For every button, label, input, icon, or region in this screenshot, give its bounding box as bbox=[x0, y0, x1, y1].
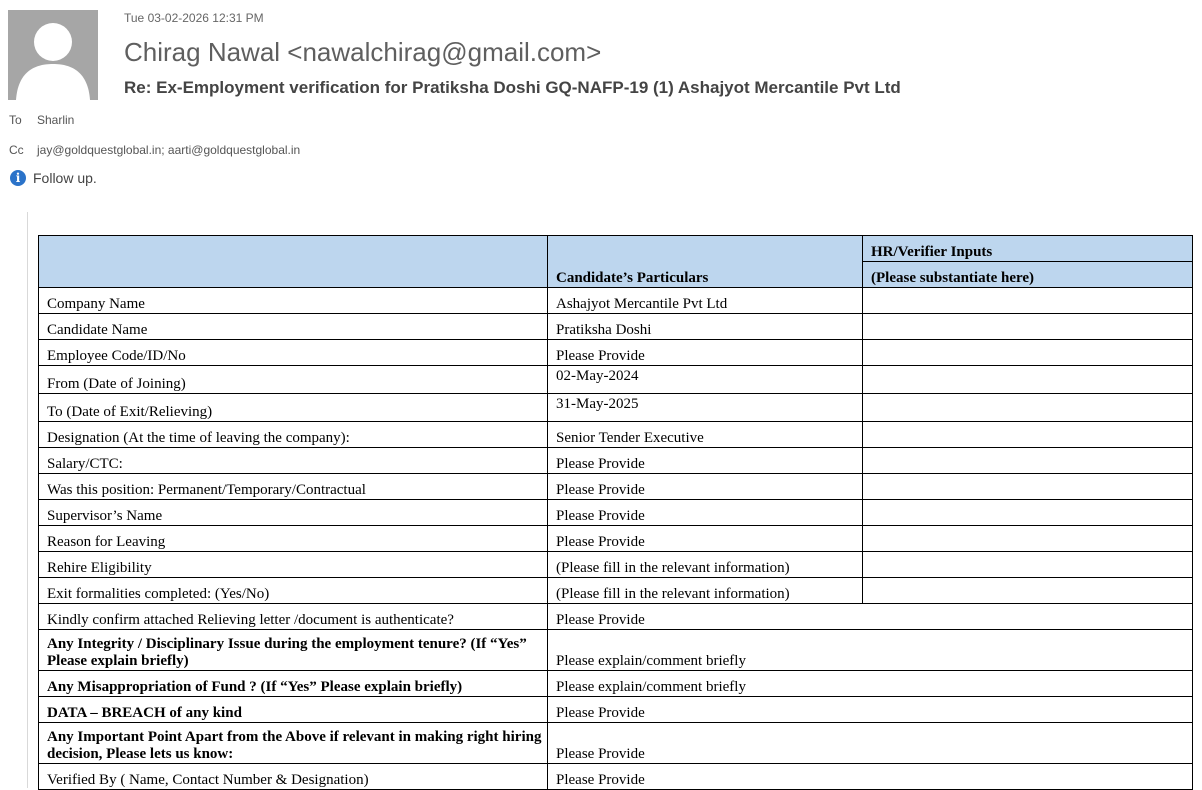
row-value: Please explain/comment briefly bbox=[548, 630, 1193, 671]
row-value: Please Provide bbox=[548, 697, 1193, 723]
row-value: (Please fill in the relevant information) bbox=[548, 578, 863, 604]
sender-avatar bbox=[8, 10, 98, 100]
table-header-row bbox=[39, 236, 1193, 262]
row-label: Company Name bbox=[39, 288, 548, 314]
to-label: To bbox=[9, 113, 22, 127]
cc-label: Cc bbox=[9, 143, 24, 157]
row-input[interactable] bbox=[863, 314, 1193, 340]
table-row bbox=[39, 288, 1193, 314]
header-blank-cell bbox=[39, 236, 548, 288]
row-label: Any Misappropriation of Fund ? (If “Yes” Please explain briefly) bbox=[39, 671, 548, 697]
row-label: Supervisor’s Name bbox=[39, 500, 548, 526]
row-input[interactable] bbox=[863, 288, 1193, 314]
row-input[interactable] bbox=[863, 340, 1193, 366]
row-label: From (Date of Joining) bbox=[39, 366, 548, 394]
row-value: 31-May-2025 bbox=[548, 394, 863, 422]
email-subject: Re: Ex-Employment verification for Pratiksha Doshi GQ-NAFP-19 (1) Ashajyot Mercantile Pvt Ltd bbox=[124, 78, 901, 97]
table-row bbox=[39, 526, 1193, 552]
info-bar[interactable] bbox=[10, 170, 97, 186]
header-candidate-particulars: Candidate’s Particulars bbox=[548, 236, 863, 288]
row-input[interactable] bbox=[863, 578, 1193, 604]
row-label: DATA – BREACH of any kind bbox=[39, 697, 548, 723]
email-timestamp: Tue 03-02-2026 12:31 PM bbox=[124, 11, 264, 25]
row-value: Senior Tender Executive bbox=[548, 422, 863, 448]
person-icon bbox=[8, 10, 98, 100]
row-label: Rehire Eligibility bbox=[39, 552, 548, 578]
row-label: Candidate Name bbox=[39, 314, 548, 340]
row-value: Please Provide bbox=[548, 500, 863, 526]
table-row bbox=[39, 671, 1193, 697]
row-input[interactable] bbox=[863, 448, 1193, 474]
row-value: Please Provide bbox=[548, 604, 1193, 630]
verification-table bbox=[38, 235, 1193, 790]
row-value: Ashajyot Mercantile Pvt Ltd bbox=[548, 288, 863, 314]
row-label: To (Date of Exit/Relieving) bbox=[39, 394, 548, 422]
row-input[interactable] bbox=[863, 422, 1193, 448]
table-row bbox=[39, 422, 1193, 448]
row-value: Please Provide bbox=[548, 764, 1193, 790]
header-hr-verifier-inputs: HR/Verifier Inputs bbox=[863, 236, 1193, 262]
to-recipients[interactable]: Sharlin bbox=[37, 113, 75, 127]
cc-recipients[interactable]: jay@goldquestglobal.in; aarti@goldquestglobal.in bbox=[37, 143, 301, 157]
table-row bbox=[39, 764, 1193, 790]
row-input[interactable] bbox=[863, 366, 1193, 394]
row-value: 02-May-2024 bbox=[548, 366, 863, 394]
header-substantiate: (Please substantiate here) bbox=[863, 262, 1193, 288]
row-label: Employee Code/ID/No bbox=[39, 340, 548, 366]
table-row bbox=[39, 723, 1193, 764]
row-input[interactable] bbox=[863, 394, 1193, 422]
table-row bbox=[39, 500, 1193, 526]
table-row bbox=[39, 578, 1193, 604]
row-value: Please Provide bbox=[548, 448, 863, 474]
row-input[interactable] bbox=[863, 500, 1193, 526]
row-value: Pratiksha Doshi bbox=[548, 314, 863, 340]
quote-bar bbox=[27, 212, 28, 788]
row-label: Designation (At the time of leaving the company): bbox=[39, 422, 548, 448]
row-label: Exit formalities completed: (Yes/No) bbox=[39, 578, 548, 604]
row-value: Please Provide bbox=[548, 526, 863, 552]
row-label: Any Important Point Apart from the Above if relevant in making right hiring decision, Please lets us know: bbox=[39, 723, 548, 764]
table-row bbox=[39, 366, 1193, 394]
table-row bbox=[39, 448, 1193, 474]
row-label: Any Integrity / Disciplinary Issue during the employment tenure? (If “Yes” Please explain briefly) bbox=[39, 630, 548, 671]
row-value: (Please fill in the relevant information) bbox=[548, 552, 863, 578]
row-label: Verified By ( Name, Contact Number & Designation) bbox=[39, 764, 548, 790]
table-row bbox=[39, 314, 1193, 340]
info-text: Follow up. bbox=[33, 170, 97, 186]
row-value: Please Provide bbox=[548, 723, 1193, 764]
row-input[interactable] bbox=[863, 552, 1193, 578]
info-icon: i bbox=[10, 170, 26, 186]
row-input[interactable] bbox=[863, 474, 1193, 500]
row-value: Please Provide bbox=[548, 340, 863, 366]
row-label: Reason for Leaving bbox=[39, 526, 548, 552]
table-row bbox=[39, 630, 1193, 671]
table-row bbox=[39, 552, 1193, 578]
table-row bbox=[39, 340, 1193, 366]
row-value: Please Provide bbox=[548, 474, 863, 500]
table-row bbox=[39, 474, 1193, 500]
row-label: Kindly confirm attached Relieving letter /document is authenticate? bbox=[39, 604, 548, 630]
table-row bbox=[39, 394, 1193, 422]
row-input[interactable] bbox=[863, 526, 1193, 552]
table-row bbox=[39, 697, 1193, 723]
row-label: Was this position: Permanent/Temporary/Contractual bbox=[39, 474, 548, 500]
row-label: Salary/CTC: bbox=[39, 448, 548, 474]
email-sender[interactable]: Chirag Nawal <nawalchirag@gmail.com> bbox=[124, 37, 602, 67]
table-row bbox=[39, 604, 1193, 630]
row-value: Please explain/comment briefly bbox=[548, 671, 1193, 697]
